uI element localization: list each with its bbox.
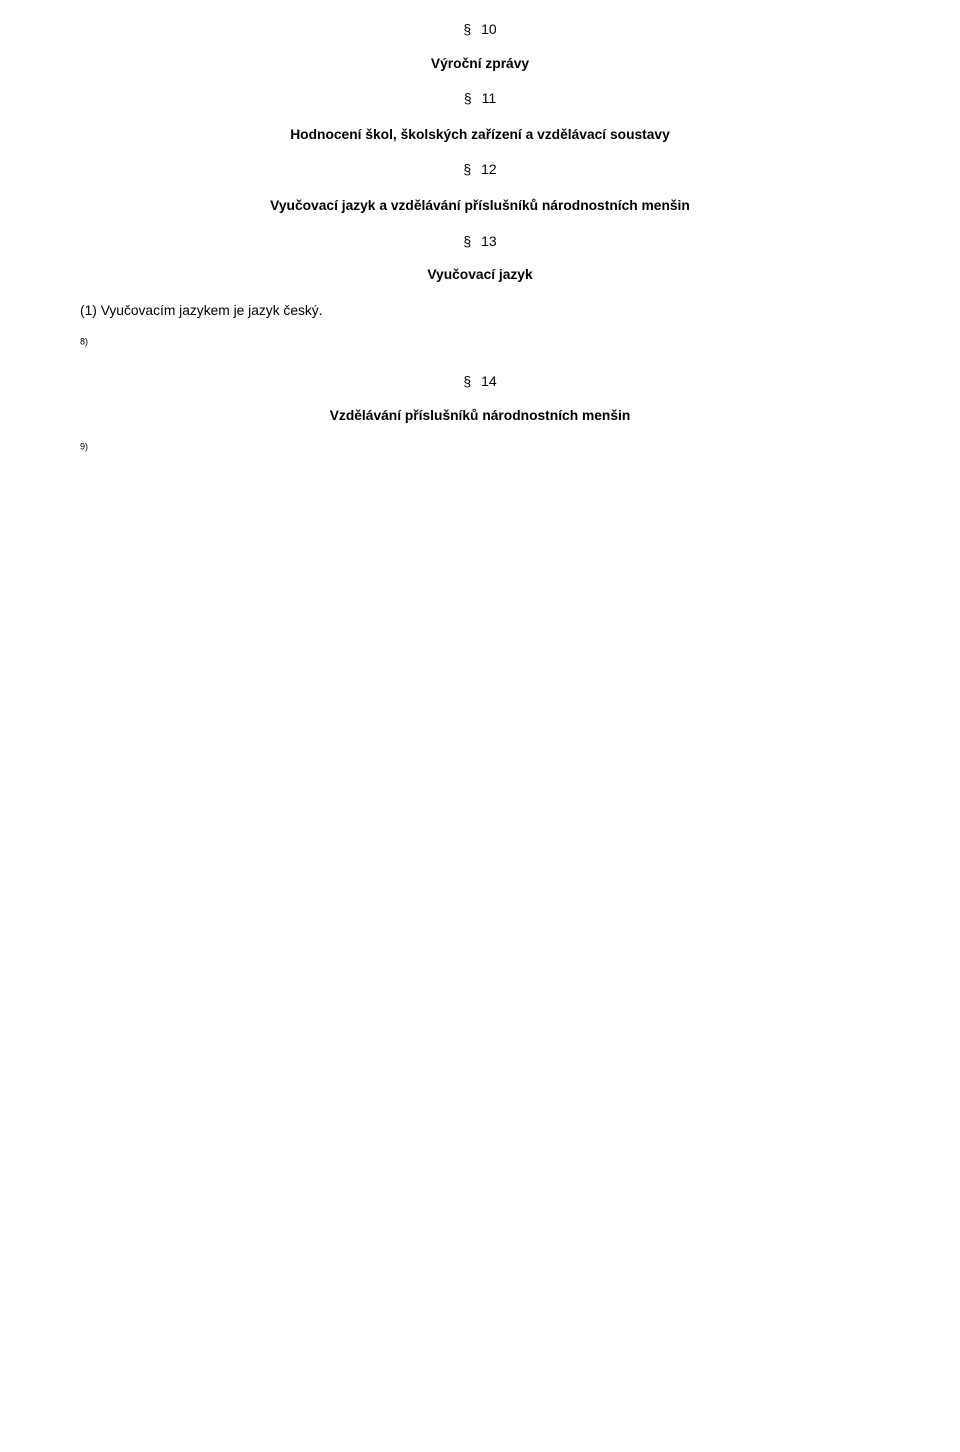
part-heading: Vyučovací jazyk a vzdělávání příslušníků národnostních menšin (270, 197, 690, 213)
section-number (5, 160, 955, 180)
paragraph (5, 336, 955, 356)
section-number (5, 372, 955, 392)
section-number (5, 89, 955, 109)
section-title: Vzdělávání příslušníků národnostních menšin (329, 407, 631, 423)
part-heading: Hodnocení škol, školských zařízení a vzdělávací soustavy (290, 126, 670, 142)
section-sign: § (463, 232, 472, 249)
section-title: Vyučovací jazyk (427, 267, 533, 283)
paragraph: (1) Vyučovacím jazykem je jazyk český. (80, 302, 323, 318)
section-sign: § (463, 21, 472, 37)
section-number-value: 12 (481, 161, 497, 178)
section-number (5, 20, 955, 40)
section-sign: § (463, 90, 472, 107)
paragraph (5, 441, 955, 461)
section-sign: § (463, 372, 472, 389)
section-title: Výroční zprávy (430, 55, 530, 71)
section-number-value: 11 (481, 90, 497, 107)
footnote-ref: 8) (80, 336, 89, 347)
section-sign: § (463, 161, 472, 178)
section-number-value: 14 (481, 372, 497, 389)
section-number-value: 13 (481, 232, 497, 249)
footnote-ref: 9) (80, 441, 89, 452)
section-number (5, 232, 955, 252)
section-number-value: 10 (481, 21, 497, 37)
